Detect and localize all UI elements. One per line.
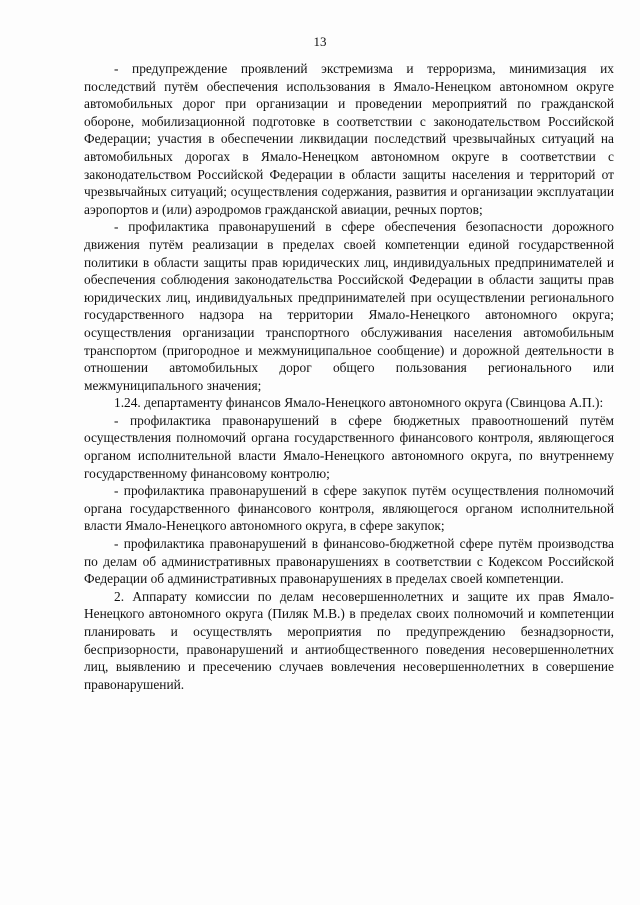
document-body [84,60,614,693]
paragraph-budget-control: - профилактика правонарушений в сфере бюджетных правоотношений путём осуществления полномочий органа государственного финансового контроля, являющегося органом исполнительной власти Ямало-Ненецкого автономного округа, по внутреннему государственному финансовому контролю; [84,412,614,481]
paragraph-administrative-offenses: - профилактика правонарушений в финансово-бюджетной сфере путём производства по делам об административных правонарушениях в соответствии с Кодексом Российской Федерации об административных правонарушениях в пределах своей компетенции. [84,536,614,587]
paragraph-extremism-prevention: - предупреждение проявлений экстремизма и терроризма, минимизация их последствий путём обеспечения использования в Ямало-Ненецком автономном округе автомобильных дорог при организации и проведении мероприятий по гражданской обороне, мобилизационной подготовке в соответствии с законодательством Российской Федерации; участия в обеспечении ликвидации последствий чрезвычайных ситуаций на автомобильных дорогах в Ямало-Ненецком автономном округе в соответствии с законодательством Российской Федерации в области защиты населения и территорий от чрезвычайных ситуаций; осуществления содержания, развития и организации эксплуатации аэропортов и (или) аэродромов гражданской авиации, речных портов; [84,61,614,217]
paragraph-procurement: - профилактика правонарушений в сфере закупок путём осуществления полномочий органа государственного финансового контроля, являющегося органом исполнительной власти Ямало-Ненецкого автономного округа, в сфере закупок; [84,483,614,534]
paragraph-road-safety: - профилактика правонарушений в сфере обеспечения безопасности дорожного движения путём реализации в пределах своей компетенции единой государственной политики в области защиты прав юридических лиц, индивидуальных предпринимателей и обеспечения соблюдения законодательства Российской Федерации в области защиты прав юридических лиц, индивидуальных предпринимателей при осуществлении регионального государственного надзора на территории Ямало-Ненецкого автономного округа; осуществления организации транспортного обслуживания населения автомобильным транспортом (пригородное и межмуниципальное сообщение) и дорожной деятельности в отношении автомобильных дорог общего пользования регионального или межмуниципального значения; [84,219,614,393]
paragraph-juvenile-commission: 2. Аппарату комиссии по делам несовершеннолетних и защите их прав Ямало-Ненецкого автономного округа (Пиляк М.В.) в пределах своих полномочий и компетенции планировать и осуществлять мероприятия по предупреждению безнадзорности, беспризорности, правонарушений и антиобщественного поведения несовершеннолетних лиц, выявлению и пресечению случаев вовлечения несовершеннолетних в совершение правонарушений. [84,588,614,692]
page-number: 13 [313,34,327,49]
paragraph-finance-department: 1.24. департаменту финансов Ямало-Ненецкого автономного округа (Свинцова А.П.): [114,395,604,411]
